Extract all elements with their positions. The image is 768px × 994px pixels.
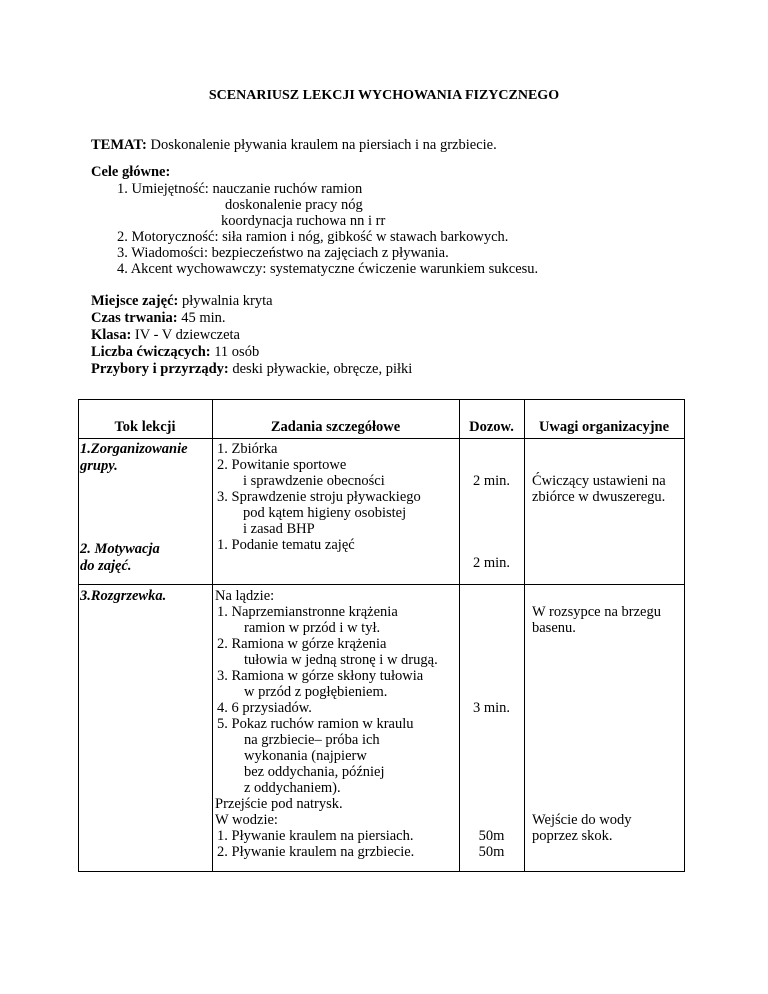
note-text: poprzez skok. <box>532 828 613 844</box>
task-item: tułowia w jedną stronę i w drugą. <box>244 652 438 668</box>
info-participants: Liczba ćwiczących: 11 osób <box>91 344 260 360</box>
task-item: 2. Pływanie kraulem na grzbiecie. <box>217 844 415 860</box>
task-item: W wodzie: <box>215 812 278 828</box>
dose-value: 50m <box>478 828 505 844</box>
phase-label: 3.Rozgrzewka. <box>80 588 167 604</box>
goal-item: doskonalenie pracy nóg <box>225 197 363 213</box>
goal-item: 2. Motoryczność: siła ramion i nóg, gibkość w stawach barkowych. <box>117 229 509 245</box>
topic-label: TEMAT: <box>91 137 147 153</box>
header-phase: Tok lekcji <box>114 419 176 435</box>
task-item: ramion w przód i w tył. <box>244 620 381 636</box>
dose-value: 2 min. <box>472 555 511 571</box>
info-duration: Czas trwania: 45 min. <box>91 310 226 326</box>
task-item: 3. Ramiona w górze skłony tułowia <box>217 668 424 684</box>
phase-label: 2. Motywacja <box>80 541 160 557</box>
dose-value: 3 min. <box>472 700 511 716</box>
task-item: wykonania (najpierw <box>244 748 367 764</box>
topic-line <box>91 137 497 154</box>
document-title: SCENARIUSZ LEKCJI WYCHOWANIA FIZYCZNEGO <box>208 88 560 103</box>
task-item: 5. Pokaz ruchów ramion w kraulu <box>217 716 414 732</box>
task-item: z oddychaniem). <box>244 780 341 796</box>
task-item: 4. 6 przysiadów. <box>217 700 312 716</box>
header-tasks: Zadania szczegółowe <box>270 419 401 435</box>
task-item: 3. Sprawdzenie stroju pływackiego <box>217 489 421 505</box>
phase-label: 1.Zorganizowanie <box>80 441 188 457</box>
goal-item: 4. Akcent wychowawczy: systematyczne ćwiczenie warunkiem sukcesu. <box>117 261 539 277</box>
task-item: i sprawdzenie obecności <box>243 473 385 489</box>
info-class: Klasa: IV - V dziewczeta <box>91 327 240 343</box>
goal-item: 3. Wiadomości: bezpieczeństwo na zajęciach z pływania. <box>117 245 449 261</box>
note-text: Ćwiczący ustawieni na <box>532 473 666 489</box>
phase-label: grupy. <box>80 458 118 474</box>
info-equipment: Przybory i przyrządy: deski pływackie, obręcze, piłki <box>91 361 413 377</box>
phase-label: do zajęć. <box>80 558 132 574</box>
task-item: pod kątem higieny osobistej <box>243 505 407 521</box>
task-item: bez oddychania, później <box>244 764 385 780</box>
header-notes: Uwagi organizacyjne <box>538 419 670 435</box>
header-dose: Dozow. <box>469 419 514 435</box>
goal-item: 1. Umiejętność: nauczanie ruchów ramion <box>117 181 363 197</box>
task-item: i zasad BHP <box>243 521 315 537</box>
note-text: zbiórce w dwuszeregu. <box>532 489 666 505</box>
task-item: w przód z pogłębieniem. <box>244 684 388 700</box>
goals-heading: Cele główne: <box>91 164 171 180</box>
task-item: 1. Podanie tematu zajęć <box>217 537 355 553</box>
dose-value: 2 min. <box>472 473 511 489</box>
note-text: Wejście do wody <box>532 812 632 828</box>
info-place: Miejsce zajęć: pływalnia kryta <box>91 293 273 309</box>
task-item: Na lądzie: <box>215 588 275 604</box>
task-item: 1. Naprzemianstronne krążenia <box>217 604 398 620</box>
note-text: W rozsypce na brzegu <box>532 604 661 620</box>
dose-value: 50m <box>478 844 505 860</box>
task-item: na grzbiecie– próba ich <box>244 732 380 748</box>
goal-item: koordynacja ruchowa nn i rr <box>221 213 386 229</box>
note-text: basenu. <box>532 620 576 636</box>
task-item: 1. Pływanie kraulem na piersiach. <box>217 828 414 844</box>
topic-value: Doskonalenie pływania kraulem na piersiach i na grzbiecie. <box>150 137 497 153</box>
task-item: 2. Powitanie sportowe <box>217 457 347 473</box>
task-item: 2. Ramiona w górze krążenia <box>217 636 387 652</box>
task-item: 1. Zbiórka <box>217 441 278 457</box>
task-item: Przejście pod natrysk. <box>215 796 343 812</box>
